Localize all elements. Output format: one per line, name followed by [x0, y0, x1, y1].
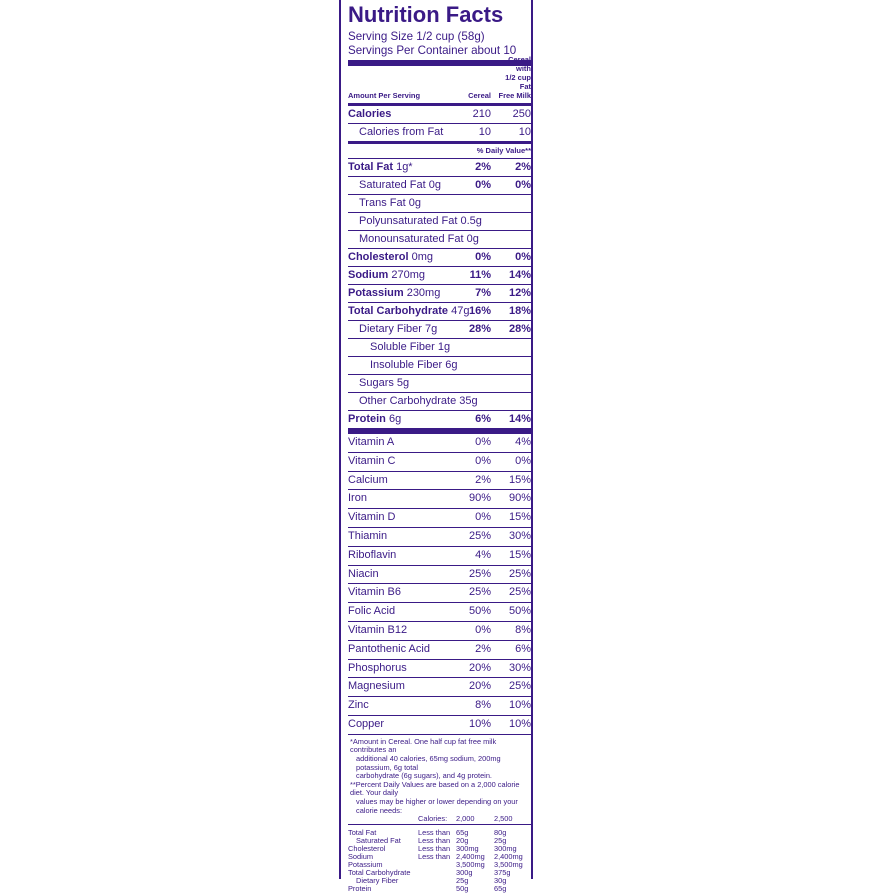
nutrient-amount: Trans Fat 0g: [359, 197, 421, 209]
dv-cell-b: 3,500mg: [494, 860, 523, 870]
vitamin-name: Copper: [348, 717, 385, 730]
vitamin-dv-with-milk: 6%: [515, 642, 531, 655]
vitamin-dv-with-milk: 15%: [508, 548, 531, 561]
vitamin-row: [348, 453, 531, 472]
nutrient-row: [348, 375, 531, 393]
nutrient-name-bold: Potassium: [348, 287, 404, 299]
nutrient-row: [348, 267, 531, 285]
footnote-dv-line: **Percent Daily Values are based on a 2,000 calorie diet. Your daily: [350, 779, 520, 798]
nutrient-list: [348, 159, 531, 428]
nutrient-dv-cereal: 11%: [469, 269, 491, 281]
nutrient-amount: Insoluble Fiber 6g: [370, 359, 458, 371]
nutrient-name: [359, 321, 437, 338]
vitamin-name: Magnesium: [348, 680, 405, 693]
column-cereal-with-milk: [493, 55, 531, 100]
dv-cell-name: Total Fat: [348, 827, 377, 837]
nutrient-amount: Polyunsaturated Fat 0.5g: [359, 215, 482, 227]
nutrient-name: [370, 357, 457, 374]
vitamin-name: Niacin: [348, 567, 379, 580]
dv-cell-name: Saturated Fat: [356, 835, 401, 845]
vitamin-dv-cereal: 20%: [468, 680, 491, 693]
dv-cell-cond: Less than: [418, 843, 451, 853]
nutrient-dv-with-milk: 18%: [508, 305, 531, 317]
dv-cell-cond: Less than: [418, 835, 451, 845]
dv-calories-2000: 2,000: [456, 815, 494, 825]
column-cereal: Cereal: [468, 91, 491, 100]
dv-cell-cond: [418, 877, 456, 885]
calories-from-fat-label: Calories from Fat: [359, 126, 444, 138]
nutrient-row: [348, 357, 531, 375]
vitamin-dv-with-milk: 25%: [508, 567, 531, 580]
calories-cereal: 210: [472, 108, 491, 120]
nutrient-name: [359, 177, 441, 194]
nutrient-row: [348, 231, 531, 249]
vitamin-dv-cereal: 0%: [475, 623, 491, 636]
vitamin-row: [348, 678, 531, 697]
vitamin-list: [348, 434, 531, 735]
calories-with-milk: 250: [512, 108, 531, 120]
vitamin-row: [348, 697, 531, 716]
nutrient-row: [348, 303, 531, 321]
nutrient-amount: Dietary Fiber 7g: [359, 323, 438, 335]
dv-cell-b: 30g: [494, 876, 507, 886]
nutrient-name: [359, 375, 409, 392]
vitamin-row: [348, 716, 531, 735]
dv-cell-cond: Less than: [418, 827, 451, 837]
nutrient-row: [348, 159, 531, 177]
vitamin-name: Iron: [348, 492, 367, 505]
vitamin-dv-with-milk: 50%: [508, 605, 531, 618]
calories-label: Calories: [348, 108, 392, 120]
vitamin-row: [348, 509, 531, 528]
dv-table-header: [348, 815, 531, 825]
calories-from-fat-with-milk: 10: [518, 126, 531, 138]
vitamin-row: [348, 622, 531, 641]
vitamin-row: [348, 528, 531, 547]
nutrient-name: [359, 231, 479, 248]
column-2-line-2: 1/2 cup Fat: [505, 73, 531, 91]
nutrient-row: [348, 321, 531, 339]
vitamin-dv-cereal: 20%: [468, 661, 491, 674]
vitamin-dv-with-milk: 25%: [508, 586, 531, 599]
vitamin-dv-with-milk: 90%: [508, 492, 531, 505]
vitamin-dv-cereal: 4%: [475, 548, 491, 561]
nutrient-dv-cereal: 2%: [475, 161, 491, 173]
vitamin-dv-with-milk: 30%: [508, 661, 531, 674]
dv-cell-a: 25g: [456, 876, 469, 886]
dv-table-body: [348, 825, 531, 893]
dv-cell-name: Potassium: [348, 860, 383, 870]
vitamin-dv-with-milk: 10%: [508, 717, 531, 730]
nutrient-row: [348, 249, 531, 267]
nutrient-dv-with-milk: 0%: [515, 179, 531, 191]
nutrient-row: [348, 213, 531, 231]
nutrient-dv-with-milk: 14%: [508, 269, 531, 281]
nutrient-name-bold: Cholesterol: [348, 251, 409, 263]
dv-cell-name: Dietary Fiber: [356, 876, 399, 886]
nutrient-name: [370, 339, 450, 356]
vitamin-row: [348, 641, 531, 660]
dv-cell-a: 2,400mg: [456, 851, 485, 861]
footnote-amount-line: additional 40 calories, 65mg sodium, 200mg potassium, 6g total: [356, 753, 501, 772]
nutrient-dv-with-milk: 0%: [515, 251, 531, 263]
amount-per-serving: Amount Per Serving: [348, 91, 421, 100]
column-2-line-1: Cereal with: [508, 55, 531, 73]
nutrient-name: [348, 303, 469, 320]
vitamin-name: Vitamin B12: [348, 623, 408, 636]
vitamin-name: Vitamin B6: [348, 586, 401, 599]
vitamin-name: Thiamin: [348, 529, 388, 542]
vitamin-name: Vitamin D: [348, 511, 396, 524]
vitamin-row: [348, 490, 531, 509]
dv-cell-name: Cholesterol: [348, 843, 386, 853]
nutrient-amount: 6g: [385, 413, 402, 425]
nutrient-name: [348, 411, 401, 428]
nutrient-name: [348, 159, 413, 176]
footnote-amount-line: carbohydrate (6g sugars), and 4g protein.: [356, 771, 492, 781]
nutrition-facts-label: [339, 0, 533, 893]
vitamin-row: [348, 566, 531, 585]
vitamin-dv-cereal: 8%: [475, 699, 491, 712]
vitamin-dv-cereal: 10%: [468, 717, 491, 730]
vitamin-name: Phosphorus: [348, 661, 407, 674]
vitamin-dv-with-milk: 15%: [508, 511, 531, 524]
dv-cell-a: 50g: [456, 884, 469, 893]
dv-cell-b: 80g: [494, 827, 507, 837]
vitamin-row: [348, 434, 531, 453]
vitamin-name: Pantothenic Acid: [348, 642, 430, 655]
calories-from-fat-row: [348, 124, 531, 141]
vitamin-name: Folic Acid: [348, 605, 396, 618]
dv-cell-b: 25g: [494, 835, 507, 845]
nutrient-name-bold: Sodium: [348, 269, 389, 281]
vitamin-name: Vitamin C: [348, 454, 396, 467]
nutrient-name: [359, 213, 482, 230]
nutrient-row: [348, 339, 531, 357]
nutrient-dv-with-milk: 14%: [508, 413, 531, 425]
vitamin-dv-cereal: 0%: [475, 511, 491, 524]
nutrient-row: [348, 285, 531, 303]
vitamin-row: [348, 472, 531, 491]
calories-from-fat-cereal: 10: [478, 126, 491, 138]
dv-cell-cond: Less than: [418, 851, 451, 861]
nutrient-dv-cereal: 0%: [475, 179, 491, 191]
nutrient-dv-with-milk: 12%: [508, 287, 531, 299]
column-header: [348, 55, 531, 103]
servings-per-container: Servings Per Container about 10: [348, 44, 517, 57]
dv-calories-2500: 2,500: [494, 815, 531, 825]
nutrient-row: [348, 177, 531, 195]
dv-cell-cond: [418, 869, 456, 877]
dv-cell-name: Protein: [348, 884, 372, 893]
dv-cell-a: 300mg: [456, 843, 479, 853]
label-content: [348, 2, 531, 893]
dv-cell-b: 300mg: [494, 843, 517, 853]
vitamin-row: [348, 660, 531, 679]
dv-table-row: [348, 885, 531, 893]
dv-cell-b: 375g: [494, 868, 511, 878]
dv-cell-name: Total Carbohydrate: [348, 868, 411, 878]
nutrient-amount: Sugars 5g: [359, 377, 410, 389]
nutrient-amount: 0mg: [408, 251, 433, 263]
vitamin-dv-cereal: 0%: [475, 436, 491, 448]
vitamin-dv-with-milk: 10%: [508, 699, 531, 712]
nutrient-name: [348, 249, 433, 266]
nutrient-amount: 47g: [448, 305, 470, 317]
nutrient-dv-cereal: 16%: [468, 305, 491, 317]
serving-size: Serving Size 1/2 cup (58g): [348, 30, 485, 43]
vitamin-dv-with-milk: 4%: [515, 436, 531, 448]
vitamin-dv-cereal: 25%: [468, 567, 491, 580]
dv-cell-b: 65g: [494, 884, 507, 893]
column-2-line-3: Free Milk: [498, 91, 531, 100]
vitamin-dv-with-milk: 0%: [515, 454, 531, 467]
daily-value-header: % Daily Value**: [348, 144, 531, 159]
nutrient-amount: Monounsaturated Fat 0g: [359, 233, 479, 245]
vitamin-dv-cereal: 0%: [475, 454, 491, 467]
nutrient-dv-with-milk: 28%: [508, 323, 531, 335]
nutrient-name-bold: Protein: [348, 413, 386, 425]
footnote-amount-line: *Amount in Cereal. One half cup fat free milk contributes an: [350, 736, 497, 755]
nutrient-amount: 1g*: [393, 161, 413, 173]
vitamin-name: Calcium: [348, 473, 388, 486]
nutrient-name: [359, 195, 421, 212]
nutrient-amount: 270mg: [388, 269, 426, 281]
nutrient-amount: Saturated Fat 0g: [359, 179, 441, 191]
vitamin-dv-cereal: 25%: [468, 529, 491, 542]
nutrient-dv-with-milk: 2%: [515, 161, 531, 173]
vitamin-row: [348, 547, 531, 566]
vitamin-dv-cereal: 2%: [475, 642, 491, 655]
vitamin-dv-cereal: 90%: [468, 492, 491, 505]
dv-cell-cond: [418, 885, 456, 893]
vitamin-row: [348, 584, 531, 603]
nutrient-row: [348, 195, 531, 213]
vitamin-dv-cereal: 50%: [468, 605, 491, 618]
nutrient-dv-cereal: 6%: [475, 413, 491, 425]
nutrient-dv-cereal: 7%: [475, 287, 491, 299]
dv-cell-a: 300g: [456, 868, 473, 878]
nutrient-amount: Soluble Fiber 1g: [370, 341, 451, 353]
nutrient-name: [348, 267, 425, 284]
nutrient-dv-cereal: 28%: [468, 323, 491, 335]
vitamin-name: Riboflavin: [348, 548, 397, 561]
vitamin-dv-cereal: 25%: [468, 586, 491, 599]
nutrient-row: [348, 411, 531, 428]
nutrient-dv-cereal: 0%: [475, 251, 491, 263]
footnote-dv-line: values may be higher or lower depending on your calorie needs:: [356, 796, 518, 815]
daily-value-table: [348, 815, 531, 893]
dv-cell-a: 3,500mg: [456, 860, 485, 870]
dv-cell-a: 65g: [456, 827, 469, 837]
dv-cell-cond: [418, 861, 456, 869]
vitamin-dv-with-milk: 8%: [515, 623, 531, 636]
vitamin-dv-with-milk: 15%: [508, 473, 531, 486]
label-title: Nutrition Facts: [348, 2, 504, 27]
vitamin-dv-cereal: 2%: [475, 473, 491, 486]
vitamin-name: Vitamin A: [348, 436, 395, 448]
nutrient-amount: Other Carbohydrate 35g: [359, 395, 478, 407]
dv-calories-label: Calories:: [418, 815, 456, 825]
nutrient-name-bold: Total Carbohydrate: [348, 305, 449, 317]
calories-row: [348, 106, 531, 124]
nutrient-name: [359, 393, 478, 410]
vitamin-dv-with-milk: 30%: [508, 529, 531, 542]
dv-cell-a: 20g: [456, 835, 469, 845]
nutrient-row: [348, 393, 531, 411]
nutrient-amount: 230mg: [403, 287, 441, 299]
nutrient-name: [348, 285, 440, 302]
dv-cell-name: Sodium: [348, 851, 374, 861]
vitamin-row: [348, 603, 531, 622]
dv-cell-b: 2,400mg: [494, 851, 523, 861]
footnotes: [348, 738, 531, 815]
nutrient-name-bold: Total Fat: [348, 161, 394, 173]
vitamin-name: Zinc: [348, 699, 369, 712]
vitamin-dv-with-milk: 25%: [508, 680, 531, 693]
